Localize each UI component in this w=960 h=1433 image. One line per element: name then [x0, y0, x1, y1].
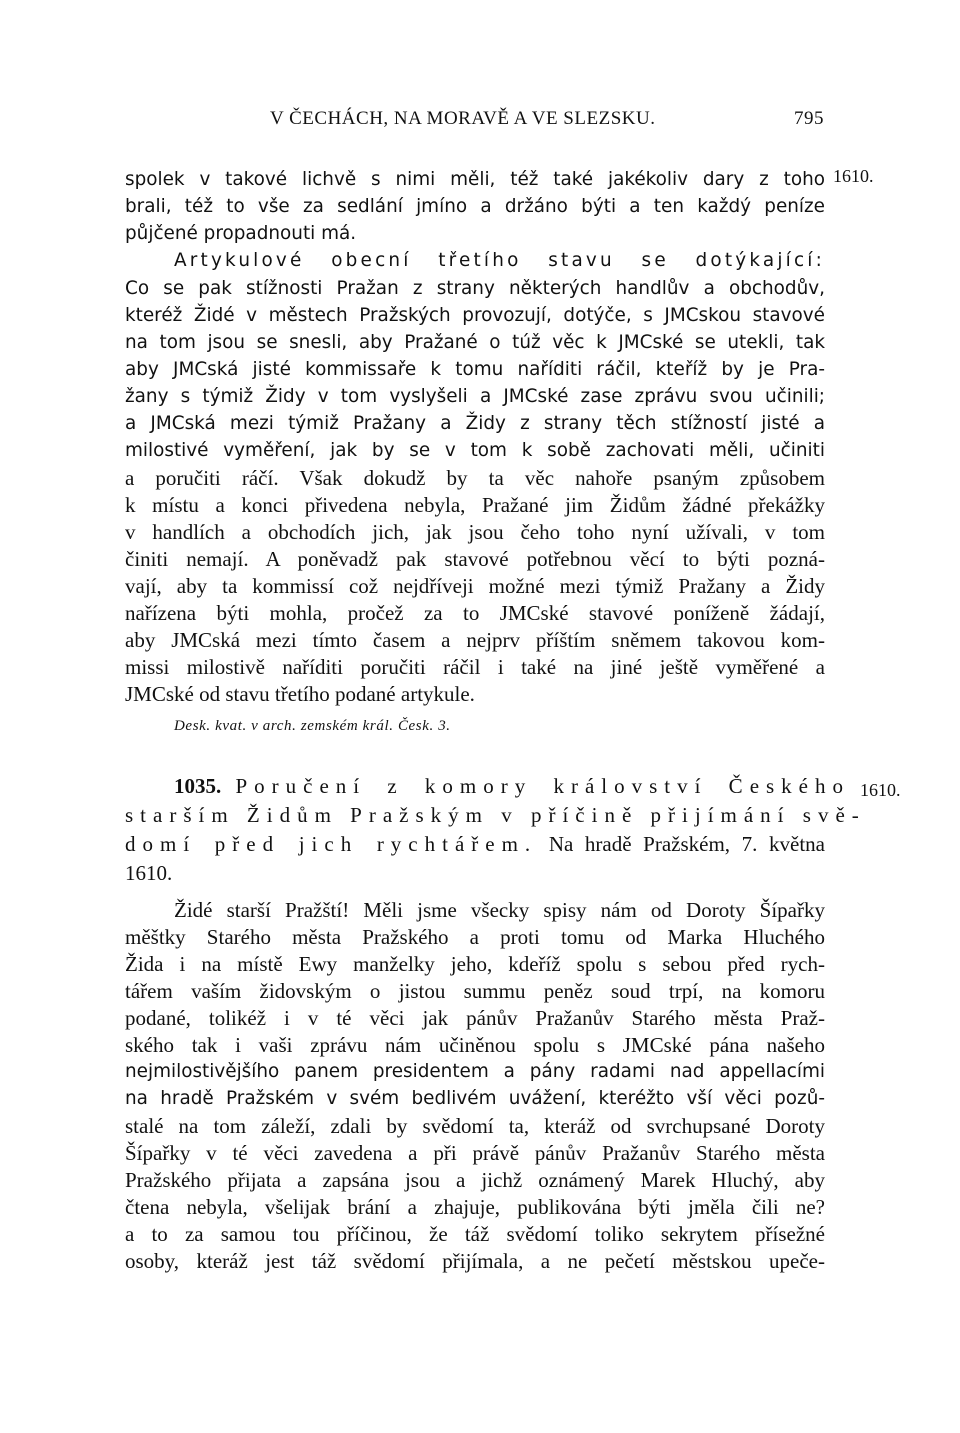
entry-title-line: 1610. [125, 861, 173, 885]
entry-title-line [125, 830, 825, 858]
text-line: Židé starší Pražští! Měli jsme všecky spisy nám od Doroty Šípařky [174, 898, 825, 922]
text-line: k místu a konci přivedena nebyla, Pražané jim Židům žádné překážky [125, 493, 825, 517]
source-citation: Desk. kvat. v arch. zemském král. Česk. 3. [174, 718, 451, 734]
entry-title-line [174, 772, 850, 800]
text-line: čtena nebyla, všelijak brání a zhajuje, publikována býti jměla čili ne? [125, 1195, 825, 1219]
entry-title: domí před jich rychtářem. [125, 832, 538, 856]
margin-year-note: 1610. [860, 780, 901, 800]
text-line: Šípařky v té věci zavedena a při právě pánův Pražanův Starého města [125, 1141, 825, 1165]
page-number: 795 [794, 108, 824, 129]
text-line: aby JMCská jisté kommissaře k tomu naříditi ráčil, kteříž by je Pra- [125, 359, 825, 380]
section-heading: Artykulové obecní třetího stavu se dotýkající: [174, 250, 825, 271]
text-line: měštky Starého města Pražského a proti tomu od Marka Hluchého [125, 925, 825, 949]
text-line: brali, též to vše za sedlání jmíno a držáno býti a ten každý peníze [125, 196, 825, 217]
text-line: žany s týmiž Židy v tom vyslyšeli a JMCské zase zprávu svou učinili; [125, 386, 825, 407]
text-line: kteréž Židé v městech Pražských provozují, dotýče, s JMCskou stavové [125, 305, 825, 326]
text-line: milostivé vyměření, jak by se v tom k sobě zachovati měli, učiniti [125, 440, 825, 461]
text-line: tářem vaším židovským o jistou summu peněz soud trpí, na komoru [125, 979, 825, 1003]
entry-date: Na hradě Pražském, 7. května [548, 832, 826, 856]
text-line: nejmilostivějšího panem presidentem a pány radami nad appellacími [125, 1061, 825, 1082]
text-line: podané, tolikéž i v té věci jak pánův Pražanův Starého města Praž- [125, 1006, 825, 1030]
text-line: nařízena býti mohla, pročež za to JMCské stavové poníženě žádají, [125, 601, 825, 625]
text-line: Pražského přijata a zapsána jsou a jichž oznámený Marek Hluchý, aby [125, 1168, 825, 1192]
text-line: JMCské od stavu třetího podané artykule. [125, 682, 475, 706]
text-line: půjčené propadnouti má. [125, 223, 357, 244]
text-line: na tom jsou se snesli, aby Pražané o túž věc k JMCské se utekli, tak [125, 332, 825, 353]
text-line: spolek v takové lichvě s nimi měli, též také jakékoliv dary z toho [125, 169, 825, 190]
running-title: V ČECHÁCH, NA MORAVĚ A VE SLEZSKU. [270, 108, 656, 129]
margin-year-note: 1610. [833, 166, 874, 186]
text-line: na hradě Pražském v svém bedlivém uvážení, kteréžto vší věci pozů- [125, 1088, 825, 1109]
running-header [0, 108, 960, 138]
text-line: Co se pak stížnosti Pražan z strany některých handlův a obchodův, [125, 278, 825, 299]
text-line: aby JMCská mezi tímto časem a nejprv příštím sněmem takovou kom- [125, 628, 825, 652]
entry-title: Poručení z komory království Českého [235, 774, 851, 798]
text-line: a to za samou tou příčinou, že táž svědomí toliko sekrytem přísežné [125, 1222, 825, 1246]
text-line: stalé na tom záleží, zdali by svědomí ta, kteráž od svrchupsané Doroty [125, 1114, 825, 1138]
entry-title-line: starším Židům Pražským v příčině přijímání svě- [125, 803, 866, 827]
text-line: a poručiti ráčí. Však dokudž by ta věc nahoře psaným způsobem [125, 466, 825, 490]
text-line: v handlích a obchodích jich, jak jsou čeho toho nyní užívali, v tom [125, 520, 825, 544]
text-line: missi milostivě naříditi poručiti ráčil i také na jiné ještě vyměřené a [125, 655, 825, 679]
text-line: a JMCská mezi týmiž Pražany a Židy z strany těch stížností jisté a [125, 413, 825, 434]
text-line: osoby, kteráž jest táž svědomí přijímala, a ne pečetí městskou upeče- [125, 1249, 825, 1273]
text-line: ského tak i vaši zprávu nám učiněnou spolu s JMCské pána našeho [125, 1033, 825, 1057]
text-line: vají, aby ta kommissí což nejdříveji možné mezi týmiž Pražany a Židy [125, 574, 825, 598]
entry-number: 1035. [174, 774, 222, 798]
text-line: Žida i na místě Ewy manželky jeho, kdeříž spolu s sebou před rych- [125, 952, 825, 976]
text-line: činiti nemají. A poněvadž pak stavové potřebnou věcí to býti pozná- [125, 547, 825, 571]
